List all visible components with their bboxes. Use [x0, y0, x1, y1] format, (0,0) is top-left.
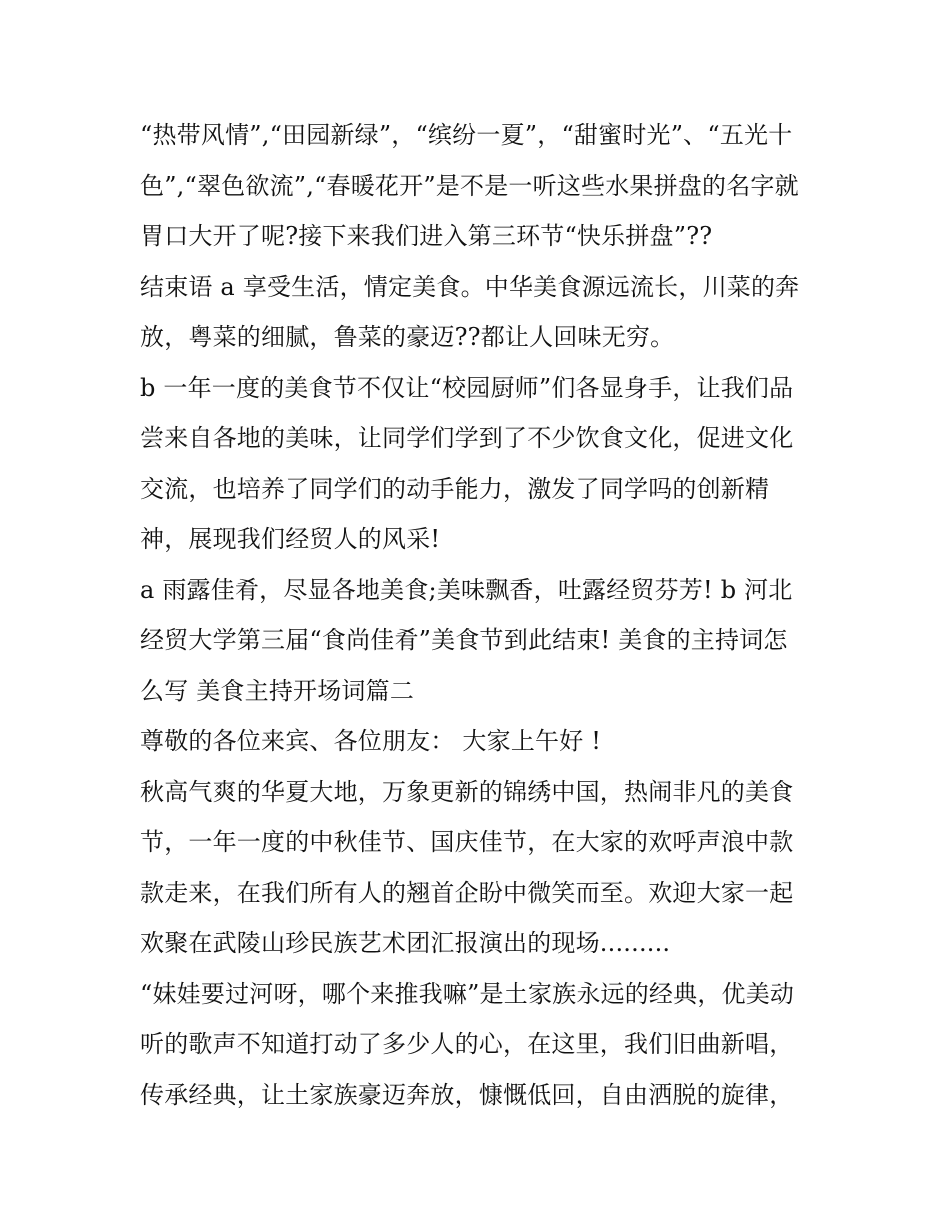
text-line: 么写 美食主持开场词篇二: [140, 676, 415, 705]
text-line: 秋高气爽的华夏大地，万象更新的锦绣中国，热闹非凡的美食: [140, 777, 794, 806]
text-line: 结束语 a 享受生活，情定美食。中华美食源远流长，川菜的奔: [140, 272, 800, 301]
text-line: 经贸大学第三届“食尚佳肴”美食节到此结束! 美食的主持词怎: [140, 626, 788, 654]
text-line: 传承经典，让土家族豪迈奔放，慷慨低回，自由洒脱的旋律，: [140, 1080, 794, 1109]
text-line: 尝来自各地的美味，让同学们学到了不少饮食文化，促进文化: [140, 424, 794, 452]
text-line: 节，一年一度的中秋佳节、国庆佳节，在大家的欢呼声浪中款: [140, 828, 794, 856]
text-line: “热带风情”,“田园新绿”，“缤纷一夏”，“甜蜜时光”、“五光十: [140, 121, 793, 149]
text-line: “妹娃要过河呀，哪个来推我嘛”是土家族永远的经典，优美动: [140, 979, 795, 1008]
text-line: 神，展现我们经贸人的风采!: [140, 525, 441, 553]
text-line: 胃口大开了呢?接下来我们进入第三环节“快乐拼盘”??: [140, 222, 713, 250]
text-line: 尊敬的各位来宾、各位朋友： 大家上午好 !: [140, 727, 602, 755]
document-body: [140, 110, 830, 1120]
text-line: a 雨露佳肴，尽显各地美食;美味飘香，吐露经贸芬芳! b 河北: [140, 575, 793, 604]
text-line: 放，粤菜的细腻，鲁菜的豪迈??都让人回味无穷。: [140, 323, 675, 351]
text-line: 欢聚在武陵山珍民族艺术团汇报演出的现场.........: [140, 929, 671, 957]
text-line: 听的歌声不知道打动了多少人的心，在这里，我们旧曲新唱，: [140, 1030, 794, 1058]
text-line: 款走来，在我们所有人的翘首企盼中微笑而至。欢迎大家一起: [140, 878, 794, 907]
text-line: 色”,“翠色欲流”,“春暖花开”是不是一听这些水果拼盘的名字就: [140, 171, 799, 200]
text-line: b 一年一度的美食节不仅让“校园厨师”们各显身手，让我们品: [140, 373, 794, 402]
text-line: 交流，也培养了同学们的动手能力，激发了同学吗的创新精: [140, 474, 770, 503]
